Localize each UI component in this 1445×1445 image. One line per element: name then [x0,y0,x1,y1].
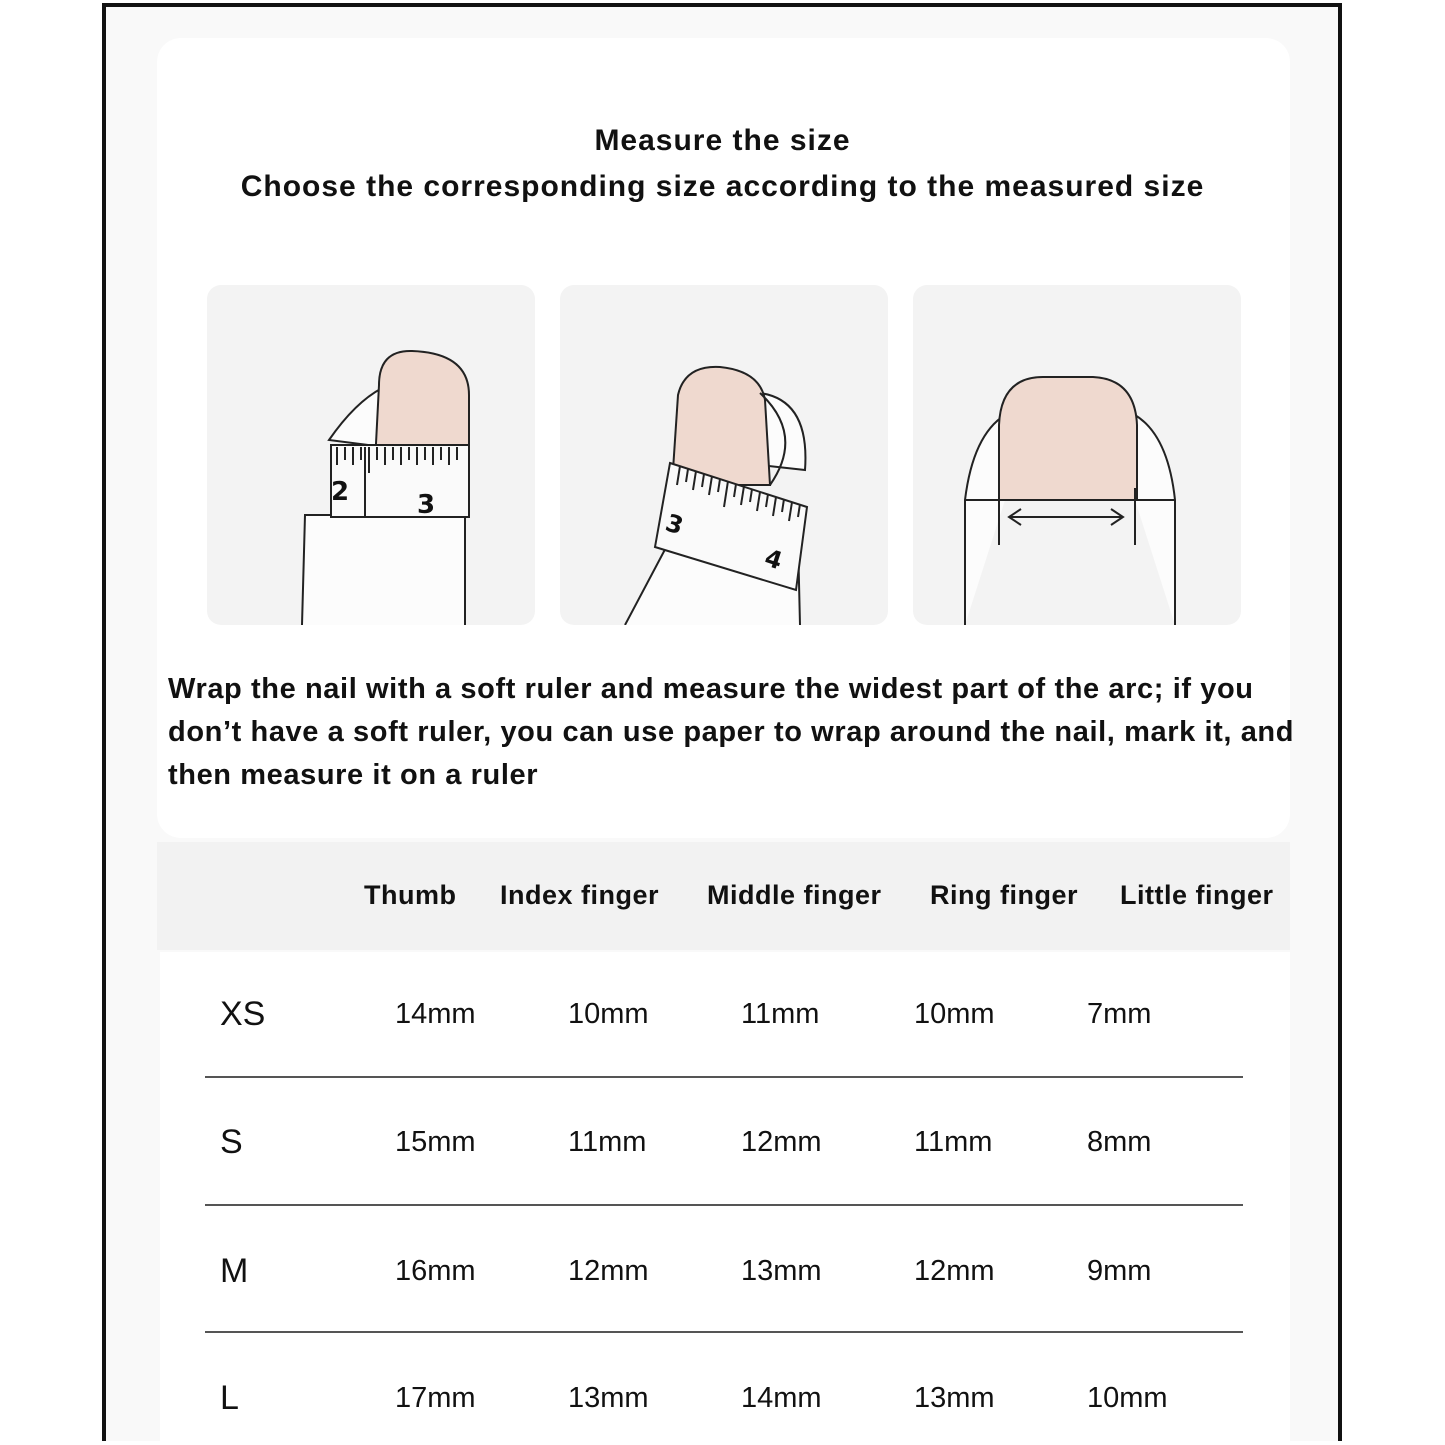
page-subtitle: Choose the corresponding size according to the measured size [240,170,1205,203]
size-label-xs: XS [220,995,266,1033]
table-cell: 15mm [395,1126,476,1158]
row-divider [205,1076,1243,1078]
table-cell: 9mm [1087,1255,1152,1287]
table-cell: 11mm [741,998,820,1030]
size-label-l: L [220,1379,239,1417]
thumb-ruler-drawing [207,285,535,625]
table-cell: 12mm [741,1126,822,1158]
size-label-s: S [220,1123,243,1161]
ruler-mark-3b: 3 [662,508,687,541]
ruler-mark-4: 4 [761,543,786,576]
table-cell: 14mm [395,998,476,1030]
row-divider [205,1331,1243,1333]
col-header-thumb: Thumb [364,880,457,910]
col-header-little: Little finger [1120,880,1274,910]
nail-width-illustration [913,285,1241,625]
finger-ruler-drawing [560,285,888,625]
table-cell: 10mm [1087,1382,1168,1414]
nail-width-drawing [913,285,1241,625]
table-cell: 13mm [741,1255,822,1287]
table-cell: 14mm [741,1382,822,1414]
measure-instructions: Wrap the nail with a soft ruler and measure the widest part of the arc; if you don’t have a soft ruler, you can use paper to wrap around the nail, mark it, and then measure it on a ruler [168,673,1295,791]
table-cell: 12mm [914,1255,995,1287]
table-cell: 12mm [568,1255,649,1287]
page-title: Measure the size [594,124,851,157]
thumb-measure-illustration [207,285,535,625]
table-cell: 7mm [1087,998,1152,1030]
table-cell: 8mm [1087,1126,1152,1158]
col-header-index: Index finger [500,880,660,910]
ruler-mark-3: 3 [417,490,436,520]
table-cell: 11mm [914,1126,993,1158]
table-cell: 10mm [568,998,649,1030]
table-cell: 11mm [568,1126,647,1158]
col-header-middle: Middle finger [707,880,882,910]
table-cell: 13mm [568,1382,649,1414]
ruler-mark-2: 2 [331,477,350,507]
table-cell: 13mm [914,1382,995,1414]
size-label-m: M [220,1252,249,1290]
table-cell: 10mm [914,998,995,1030]
row-divider [205,1204,1243,1206]
finger-measure-illustration [560,285,888,625]
table-cell: 16mm [395,1255,476,1287]
table-cell: 17mm [395,1382,476,1414]
col-header-ring: Ring finger [930,880,1078,910]
